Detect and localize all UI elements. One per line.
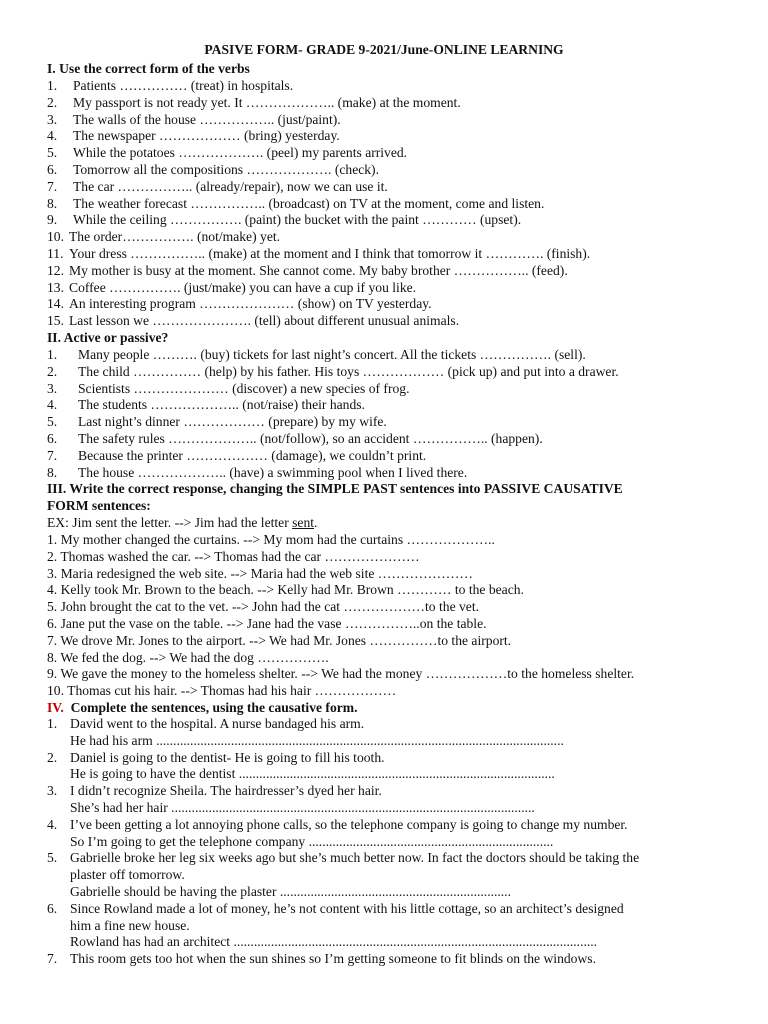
exercise-item-number: 7. (47, 178, 58, 194)
exercise-item-text: While the ceiling ……………. (paint) the bucket with the paint ………… (upset). (73, 212, 522, 228)
active-passive-item-number: 5. (47, 414, 58, 430)
exercise-item-text: The walls of the house …………….. (just/paint). (73, 111, 341, 127)
section-1-heading: I. Use the correct form of the verbs (47, 61, 250, 76)
section-3-heading-line-1: III. Write the correct response, changing the SIMPLE PAST sentences into PASSIVE CAUSATIVE (47, 481, 623, 496)
exercise-item-number: 3. (47, 111, 58, 127)
complete-sentence-line-number: 7. (47, 951, 58, 967)
active-passive-item-number: 3. (47, 380, 58, 396)
exercise-item-number: 6. (47, 162, 58, 177)
exercise-item-text: Last lesson we …………………. (tell) about different unusual animals. (69, 313, 460, 329)
exercise-item-number: 10. (47, 229, 64, 245)
active-passive-item-number: 2. (47, 363, 58, 379)
active-passive-item-text: Last night’s dinner ……………… (prepare) by my wife. (78, 414, 387, 430)
complete-sentence-line-text: Since Rowland made a lot of money, he’s not content with his little cottage, so an architect’s designed (70, 900, 624, 916)
active-passive-item-text: The students ……………….. (not/raise) their hands. (78, 397, 365, 413)
active-passive-item-text: The safety rules ……………….. (not/follow), so an accident …………….. (happen). (78, 431, 543, 446)
exercise-item-number: 12. (47, 262, 64, 278)
active-passive-item-text: Because the printer ……………… (damage), we couldn’t print. (78, 447, 427, 463)
exercise-item-number: 8. (47, 195, 58, 211)
complete-sentence-line-number: 4. (47, 816, 58, 832)
exercise-item-number: 15. (47, 313, 64, 329)
section-2-heading: II. Active or passive? (47, 330, 169, 345)
complete-sentence-line-number: 6. (47, 900, 58, 916)
complete-sentence-line-text: She’s had her hair ........................................................................................................... (70, 800, 535, 815)
complete-sentence-line-text: This room gets too hot when the sun shines so I’m getting someone to fit blinds on the windows. (70, 951, 596, 967)
causative-item: 4. Kelly took Mr. Brown to the beach. --> Kelly had Mr. Brown ………… to the beach. (47, 582, 524, 598)
causative-item: 7. We drove Mr. Jones to the airport. --> We had Mr. Jones ……………to the airport. (47, 632, 512, 648)
complete-sentence-line-text: Daniel is going to the dentist- He is going to fill his tooth. (70, 749, 385, 765)
exercise-item-number: 2. (47, 94, 58, 110)
complete-sentence-line-text: Gabrielle broke her leg six weeks ago but she’s much better now. In fact the doctors should be taking the (70, 850, 640, 866)
exercise-item-text: The car …………….. (already/repair), now we can use it. (73, 178, 388, 194)
causative-item: 8. We fed the dog. --> We had the dog ……………. (47, 649, 329, 665)
active-passive-item-number: 4. (47, 397, 58, 413)
causative-item: 10. Thomas cut his hair. --> Thomas had his hair ……………… (47, 683, 397, 699)
exercise-item-number: 1. (47, 78, 58, 93)
active-passive-item-text: The child …………… (help) by his father. His toys ……………… (pick up) and put into a drawer. (78, 363, 619, 379)
complete-sentence-line-number: 3. (47, 783, 58, 799)
exercise-item-text: Patients …………… (treat) in hospitals. (73, 78, 294, 93)
exercise-item-text: Tomorrow all the compositions ………………. (check). (73, 162, 379, 177)
complete-sentence-line-text: So I’m going to get the telephone company ........................................................................ (70, 833, 554, 849)
exercise-item-text: The order……………. (not/make) yet. (69, 229, 281, 245)
causative-item: 3. Maria redesigned the web site. --> Maria had the web site ………………… (47, 565, 473, 581)
complete-sentence-line-number: 2. (47, 749, 58, 765)
exercise-item-number: 14. (47, 296, 64, 312)
exercise-item-text: While the potatoes ………………. (peel) my parents arrived. (73, 145, 408, 161)
exercise-item-number: 5. (47, 145, 58, 161)
complete-sentence-line-text: He is going to have the dentist ............................................................................................. (70, 766, 555, 782)
complete-sentence-line-text: I’ve been getting a lot annoying phone calls, so the telephone company is going to change my number. (70, 816, 628, 832)
complete-sentence-line-text: Rowland has had an architect ........................................................................................................... (70, 934, 598, 950)
causative-item: 1. My mother changed the curtains. --> My mom had the curtains ……………….. (47, 532, 495, 547)
complete-sentence-line-text: him a fine new house. (70, 917, 190, 933)
exercise-item-text: An interesting program ………………… (show) on TV yesterday. (69, 296, 432, 312)
causative-item: 9. We gave the money to the homeless shelter. --> We had the money ………………to the homeless shelter. (47, 666, 635, 682)
example-suffix: . (314, 515, 318, 530)
example-underlined-word: sent (292, 515, 315, 530)
exercise-item-number: 13. (47, 279, 64, 295)
exercise-item-text: The weather forecast …………….. (broadcast) on TV at the moment, come and listen. (73, 195, 545, 211)
section-4-heading-text: Complete the sentences, using the causative form. (70, 700, 358, 715)
complete-sentence-line-text: David went to the hospital. A nurse bandaged his arm. (70, 716, 365, 731)
exercise-item-text: My mother is busy at the moment. She cannot come. My baby brother …………….. (feed). (69, 262, 568, 278)
complete-sentence-line-text: He had his arm ........................................................................................................................ (70, 732, 564, 748)
example-prefix: EX: Jim sent the letter. --> Jim had the letter (47, 515, 293, 530)
exercise-item-text: Your dress …………….. (make) at the moment and I think that tomorrow it …………. (finish). (69, 246, 591, 261)
active-passive-item-text: Many people ………. (buy) tickets for last night’s concert. All the tickets ……………. (sell). (78, 347, 586, 362)
worksheet-title: PASIVE FORM- GRADE 9-2021/June-ONLINE LEARNING (204, 42, 564, 57)
exercise-item-number: 4. (47, 128, 58, 144)
section-4-heading (47, 700, 358, 717)
active-passive-item-number: 7. (47, 447, 58, 463)
exercise-item-text: My passport is not ready yet. It ……………….. (make) at the moment. (73, 94, 461, 110)
causative-item: 2. Thomas washed the car. --> Thomas had the car ………………… (47, 548, 420, 564)
exercise-item-number: 11. (47, 246, 64, 261)
exercise-item-number: 9. (47, 212, 58, 228)
complete-sentence-line-text: Gabrielle should be having the plaster .................................................................... (70, 884, 511, 899)
exercise-item-text: Coffee ……………. (just/make) you can have a cup if you like. (69, 279, 417, 295)
section-3-heading-line-2: FORM sentences: (47, 498, 151, 513)
complete-sentence-line-number: 1. (47, 716, 58, 731)
causative-item: 5. John brought the cat to the vet. --> John had the cat ………………to the vet. (47, 599, 480, 615)
exercise-item-text: The newspaper ……………… (bring) yesterday. (73, 128, 340, 144)
complete-sentence-line-text: I didn’t recognize Sheila. The hairdresser’s dyed her hair. (70, 783, 382, 799)
active-passive-item-number: 1. (47, 347, 58, 362)
section-3-example (47, 515, 317, 532)
active-passive-item-text: Scientists ………………… (discover) a new species of frog. (78, 380, 410, 396)
complete-sentence-line-number: 5. (47, 850, 58, 866)
causative-item: 6. Jane put the vase on the table. --> Jane had the vase ……………..on the table. (47, 616, 487, 631)
complete-sentence-line-text: plaster off tomorrow. (70, 867, 185, 883)
active-passive-item-text: The house ……………….. (have) a swimming pool when I lived there. (78, 464, 468, 480)
section-4-heading-number: IV. (47, 700, 64, 715)
active-passive-item-number: 8. (47, 464, 58, 480)
active-passive-item-number: 6. (47, 431, 58, 446)
